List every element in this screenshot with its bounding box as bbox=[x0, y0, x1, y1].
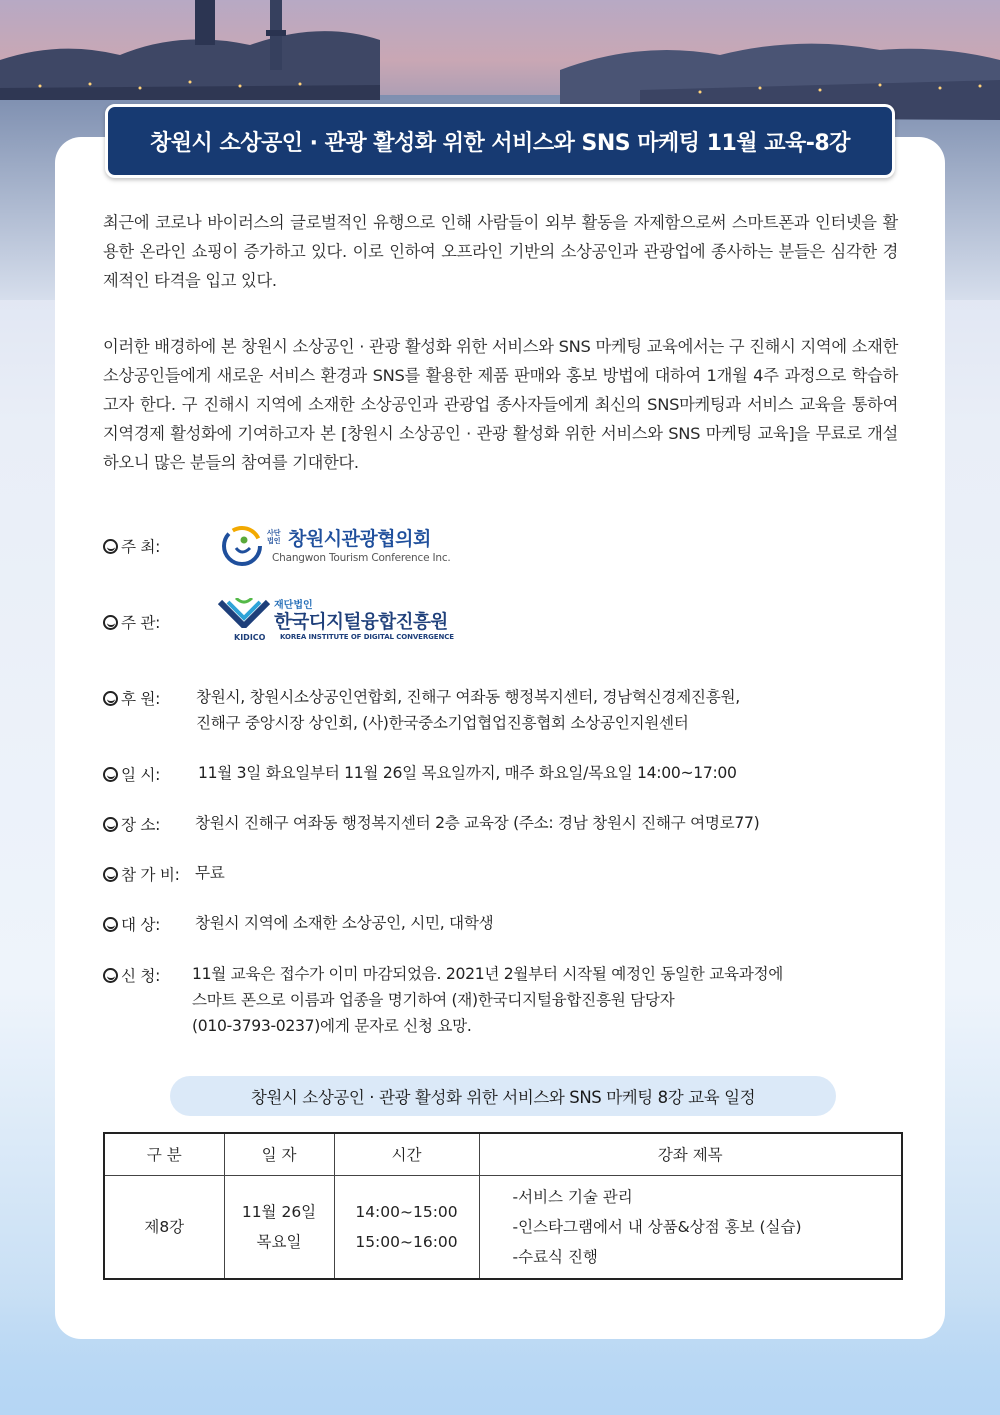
date-label: 일 시: bbox=[121, 766, 161, 784]
cell-topics bbox=[479, 1175, 902, 1279]
bullet-icon bbox=[103, 691, 118, 706]
header-time: 시간 bbox=[334, 1133, 479, 1175]
cell-session: 제8강 bbox=[144, 1217, 185, 1236]
sponsor-label: 후 원: bbox=[121, 690, 161, 708]
table-header-row bbox=[104, 1133, 902, 1175]
target-row bbox=[103, 913, 493, 936]
ctc-english-name: Changwon Tourism Conference Inc. bbox=[272, 552, 451, 564]
bullet-icon bbox=[103, 917, 118, 932]
sponsor-line: 창원시, 창원시소상공인연합회, 진해구 여좌동 행정복지센터, 경남혁신경제진흥원, bbox=[196, 688, 740, 706]
kidico-logo bbox=[218, 590, 458, 646]
kidico-english-name: KOREA INSTITUTE OF DIGITAL CONVERGENCE bbox=[280, 633, 454, 641]
cell-date-value: 11월 26일 bbox=[241, 1202, 317, 1221]
target-label: 대 상: bbox=[121, 916, 161, 934]
schedule-title: 창원시 소상공인 · 관광 활성화 위한 서비스와 SNS 마케팅 8강 교육 일정 bbox=[170, 1076, 836, 1116]
topic-item: -수료식 진행 bbox=[512, 1247, 598, 1266]
intro-paragraph: 최근에 코로나 바이러스의 글로벌적인 유행으로 인해 사람들이 외부 활동을 자제함으로써 스마트폰과 인터넷을 활용한 온라인 쇼핑이 증가하고 있다. 이로 인하여 오프라인 기반의 소상공인과 관광업에 종사하는 분들은 심각한 경제적인 타격을 입고 있다. bbox=[103, 213, 898, 290]
kidico-name: 한국디지털융합진흥원 bbox=[274, 612, 448, 633]
bullet-icon bbox=[103, 615, 118, 630]
apply-label: 신 청: bbox=[121, 967, 161, 985]
sponsor-row bbox=[103, 687, 740, 736]
topic-item: -인스타그램에서 내 상품&상점 홍보 (실습) bbox=[512, 1217, 802, 1236]
ctc-emblem-icon bbox=[222, 526, 262, 566]
kidico-abbr: KIDICO bbox=[234, 633, 266, 642]
fee-row bbox=[103, 863, 225, 886]
cell-time-value: 14:00~15:00 bbox=[355, 1202, 458, 1221]
cell-time bbox=[334, 1175, 479, 1279]
date-row bbox=[103, 763, 737, 786]
cell-date bbox=[224, 1175, 334, 1279]
cell-time-value: 15:00~16:00 bbox=[355, 1232, 458, 1251]
apply-line: 11월 교육은 접수가 이미 마감되었음. 2021년 2월부터 시작될 예정인 동일한 교육과정에 bbox=[192, 965, 784, 983]
host-label: 주 최: bbox=[121, 538, 161, 556]
place-value: 창원시 진해구 여좌동 행정복지센터 2층 교육장 (주소: 경남 창원시 진해구 여명로77) bbox=[195, 814, 760, 832]
header-topic: 강좌 제목 bbox=[479, 1133, 902, 1175]
bullet-icon bbox=[103, 539, 118, 554]
bullet-icon bbox=[103, 817, 118, 832]
page-title: 창원시 소상공인 · 관광 활성화 위한 서비스와 SNS 마케팅 11월 교육-8강 bbox=[105, 104, 895, 178]
organizer-label: 주 관: bbox=[121, 614, 161, 632]
fee-label: 참 가 비: bbox=[121, 866, 180, 884]
date-value: 11월 3일 화요일부터 11월 26일 목요일까지, 매주 화요일/목요일 14:00~17:00 bbox=[198, 764, 737, 782]
header-session: 구 분 bbox=[104, 1133, 224, 1175]
apply-line: (010-3793-0237)에게 문자로 신청 요망. bbox=[192, 1017, 472, 1035]
apply-line: 스마트 폰으로 이름과 업종을 명기하여 (재)한국디지털융합진흥원 담당자 bbox=[192, 991, 675, 1009]
changwon-tourism-logo bbox=[222, 524, 462, 570]
apply-row bbox=[103, 964, 783, 1039]
schedule-table bbox=[103, 1132, 903, 1280]
ctc-name: 창원시관광협의회 bbox=[288, 528, 431, 550]
host-row bbox=[103, 535, 198, 557]
sponsor-line: 진해구 중앙시장 상인회, (사)한국중소기업협업진흥협회 소상공인지원센터 bbox=[196, 714, 689, 732]
table-row bbox=[104, 1175, 902, 1279]
place-row bbox=[103, 813, 759, 836]
bullet-icon bbox=[103, 867, 118, 882]
fee-value: 무료 bbox=[195, 864, 225, 882]
kidico-small-label: 재단법인 bbox=[274, 600, 313, 611]
topic-item: -서비스 기술 관리 bbox=[512, 1187, 633, 1206]
place-label: 장 소: bbox=[121, 816, 161, 834]
organizer-row bbox=[103, 611, 198, 633]
apply-value bbox=[192, 961, 783, 1039]
sponsor-value bbox=[196, 684, 740, 736]
bullet-icon bbox=[103, 767, 118, 782]
ctc-sub-label: 사단 법인 bbox=[267, 529, 281, 545]
kidico-emblem-icon bbox=[218, 598, 270, 628]
background-paragraph: 이러한 배경하에 본 창원시 소상공인 · 관광 활성화 위한 서비스와 SNS 마케팅 교육에서는 구 진해시 지역에 소재한 소상공인들에게 새로운 서비스 환경과 SNS를 활용한 제품 판매와 홍보 방법에 대하여 1개월 4주 과정으로 학습하고자 한다. 구 진해시 지역에 소재한 소상공인과 관광업 종사자들에게 최신의 SNS마케팅과 서비스 교육을 통하여 지역경제 활성화에 기여하고자 본 [창원시 소상공인 · 관광 활성화 위한 서비스와 SNS 마케팅 교육]을 무료로 개설하오니 많은 분들의 참여를 기대한다. bbox=[103, 337, 898, 472]
bullet-icon bbox=[103, 968, 118, 983]
target-value: 창원시 지역에 소재한 소상공인, 시민, 대학생 bbox=[195, 914, 494, 932]
cell-day-value: 목요일 bbox=[256, 1232, 302, 1251]
header-date: 일 자 bbox=[224, 1133, 334, 1175]
